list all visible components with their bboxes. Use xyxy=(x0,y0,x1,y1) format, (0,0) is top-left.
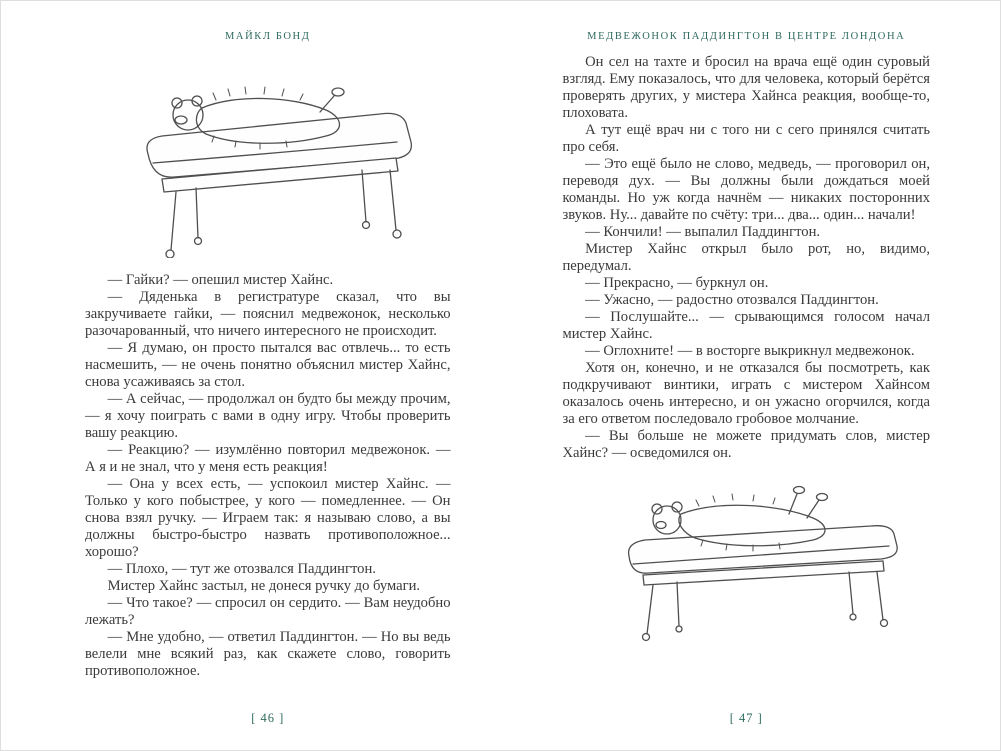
paragraph: — Мне удобно, — ответил Паддингтон. — Но вы ведь велели мне всякий раз, как скажете слово, говорить противоположное. xyxy=(85,629,451,679)
paragraph: Мистер Хайнс застыл, не донеся ручку до бумаги. xyxy=(107,578,421,594)
paragraph: Он сел на тахте и бросил на врача ещё один суровый взгляд. Ему показалось, что для человека, который берётся проверять других, у мистера Хайнса реакция, вообще-то, плоховата. xyxy=(562,54,930,121)
paragraph: — Реакцию? — изумлённо повторил медвежонок. — А я и не знал, что у меня есть реакция! xyxy=(85,442,451,475)
left-page-text xyxy=(85,272,451,680)
paragraph: — Оглохните! — в восторге выкрикнул медвежонок. xyxy=(585,343,915,359)
paragraph: — Что такое? — спросил он сердито. — Вам неудобно лежать? xyxy=(85,595,451,628)
paragraph: — Ужасно, — радостно отозвался Паддингтон. xyxy=(585,292,879,308)
paragraph: Мистер Хайнс открыл было рот, но, видимо, передумал. xyxy=(562,241,930,274)
page-left xyxy=(1,1,501,750)
paragraph: А тут ещё врач ни с того ни с сего принялся считать про себя. xyxy=(562,122,930,155)
right-page-text xyxy=(563,54,931,462)
bear-on-couch-drawing xyxy=(96,58,426,258)
paragraph: — Дяденька в регистратуре сказал, что вы закручиваете гайки, — пояснил медвежонок, несколько разочарованный, что ничего интересного не происходит. xyxy=(85,289,451,339)
illustration-bear-on-couch xyxy=(71,58,451,258)
paragraph: — Прекрасно, — буркнул он. xyxy=(585,275,769,291)
paragraph: — Гайки? — опешил мистер Хайнс. xyxy=(107,272,334,288)
illustration-bear-on-table xyxy=(563,476,931,648)
paragraph: — Кончили! — выпалил Паддингтон. xyxy=(585,224,821,240)
page-right xyxy=(501,1,1001,750)
page-number-right: [ 47 ] xyxy=(729,711,763,725)
running-head-right: МЕДВЕЖОНОК ПАДДИНГТОН В ЦЕНТРЕ ЛОНДОНА xyxy=(587,31,906,42)
paragraph: — Она у всех есть, — успокоил мистер Хайнс. — Только у кого побыстрее, у кого — помедленнее. — Он снова взял ручку. — Играем так: я называю слово, а вы должны быстро-быстро назвать противоположное... хорошо? xyxy=(85,476,451,560)
bear-on-table-drawing xyxy=(591,476,901,648)
paragraph: — Вы больше не можете придумать слов, мистер Хайнс? — осведомился он. xyxy=(562,428,930,461)
paragraph: — Послушайте... — срывающимся голосом начал мистер Хайнс. xyxy=(562,309,930,342)
paragraph: — А сейчас, — продолжал он будто бы между прочим, — я хочу поиграть с вами в одну игру. Чтобы проверить вашу реакцию. xyxy=(85,391,451,441)
paragraph: — Я думаю, он просто пытался вас отвлечь... то есть насмешить, — не очень понятно объяснил мистер Хайнс, снова усаживаясь за стол. xyxy=(85,340,451,390)
paragraph: — Плохо, — тут же отозвался Паддингтон. xyxy=(107,561,376,577)
paragraph: — Это ещё было не слово, медведь, — проговорил он, переводя дух. — Вы должны были дождаться моей команды. Но уж когда начнём — никаких посторонних звуков. Ну... давайте по счёту: три... два... один... начали! xyxy=(562,156,930,223)
paragraph: Хотя он, конечно, и не отказался бы посмотреть, как подкручивают винтики, играть с мистером Хайнсом оказалось очень интересно, и он ужасно огорчился, когда за его ответом последовало гробовое молчание. xyxy=(562,360,930,427)
page-number-left: [ 46 ] xyxy=(251,711,285,725)
running-head-left: МАЙКЛ БОНД xyxy=(224,31,311,42)
